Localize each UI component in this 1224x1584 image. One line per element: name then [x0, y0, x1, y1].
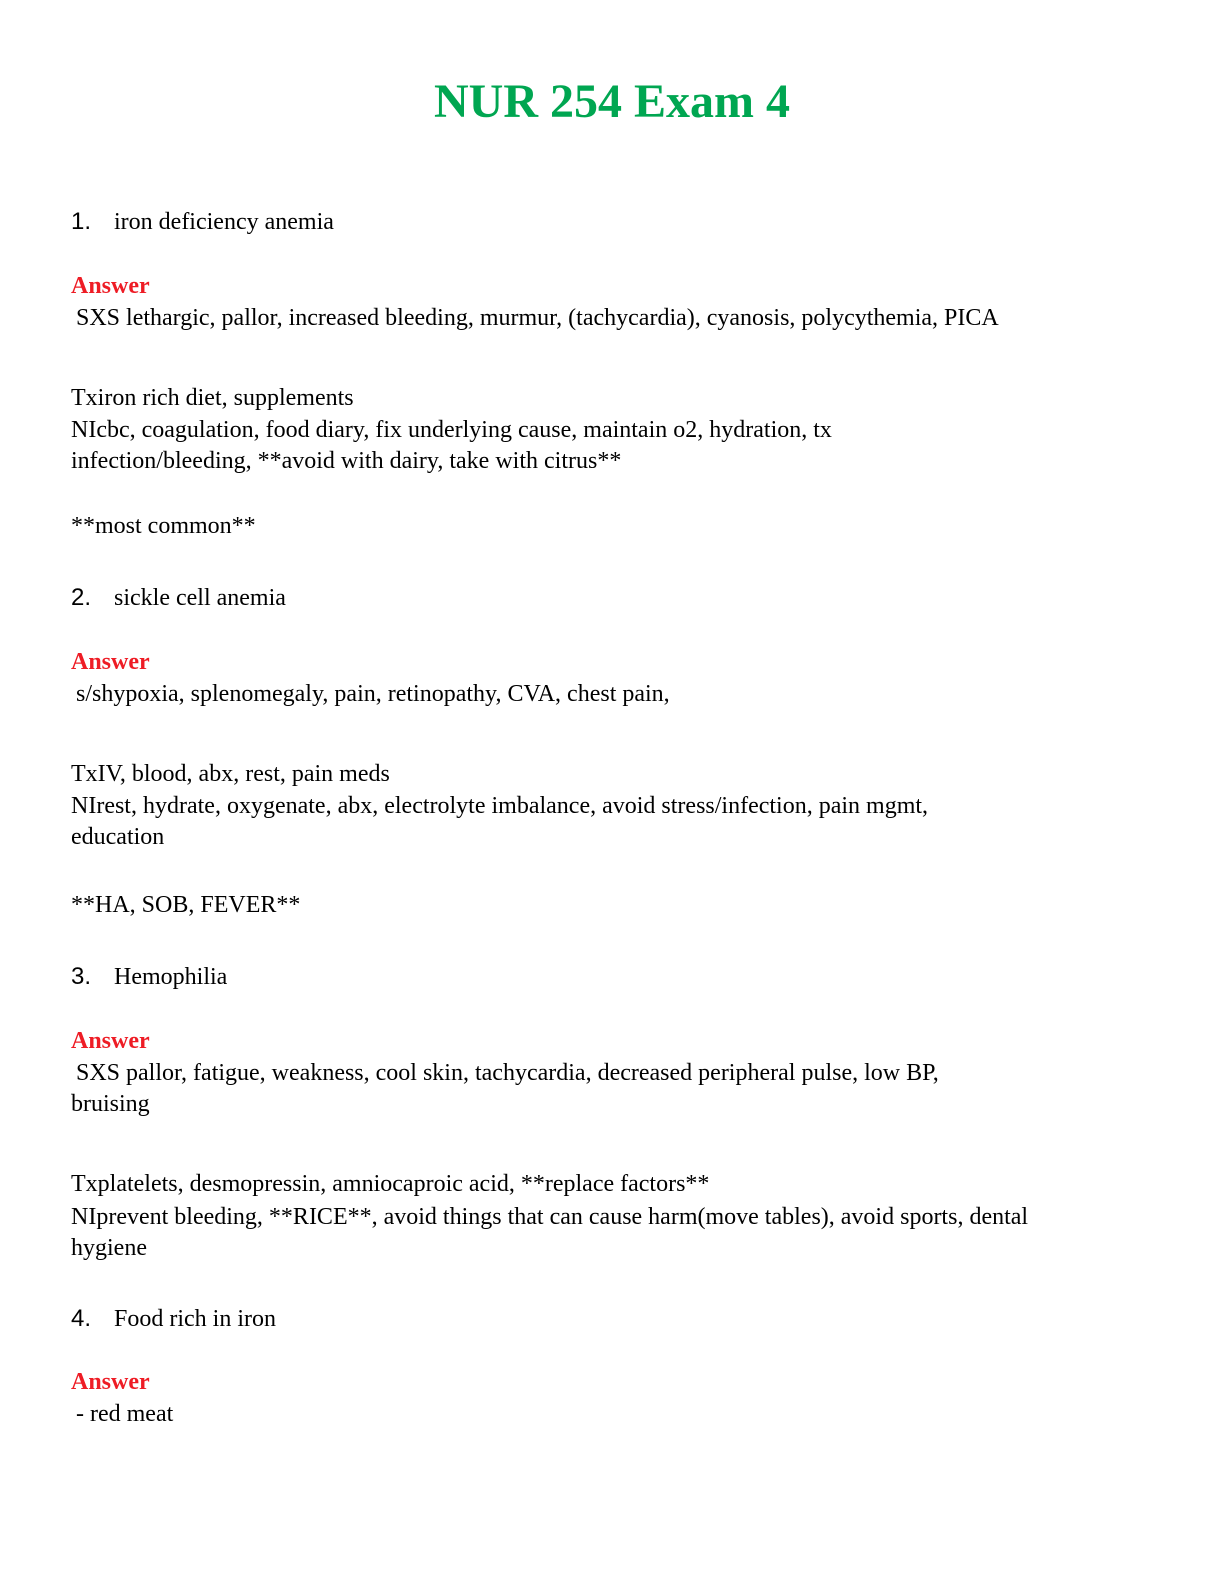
question-4	[71, 1304, 276, 1334]
answer-line: bruising	[71, 1091, 150, 1117]
document-title: NUR 254 Exam 4	[434, 75, 790, 128]
question-prompt: Food rich in iron	[114, 1306, 276, 1332]
answer-line: s/shypoxia, splenomegaly, pain, retinopathy, CVA, chest pain,	[76, 681, 670, 707]
answer-label: Answer	[71, 649, 150, 675]
answer-line: - red meat	[76, 1401, 174, 1427]
question-3	[71, 962, 227, 992]
answer-line: hygiene	[71, 1235, 147, 1261]
answer-label: Answer	[71, 273, 150, 299]
question-1	[71, 207, 334, 237]
answer-line: **HA, SOB, FEVER**	[71, 892, 301, 918]
question-number: 3.	[71, 963, 92, 990]
answer-line: SXS pallor, fatigue, weakness, cool skin, tachycardia, decreased peripheral pulse, low BP,	[76, 1060, 939, 1086]
question-number: 1.	[71, 208, 92, 235]
question-prompt: sickle cell anemia	[114, 585, 286, 611]
answer-line: **most common**	[71, 513, 256, 539]
answer-label: Answer	[71, 1028, 150, 1054]
answer-line: NIcbc, coagulation, food diary, fix underlying cause, maintain o2, hydration, tx	[71, 417, 832, 443]
answer-line: NIrest, hydrate, oxygenate, abx, electrolyte imbalance, avoid stress/infection, pain mgmt,	[71, 793, 929, 819]
answer-line: education	[71, 824, 165, 850]
question-number: 2.	[71, 584, 92, 611]
answer-line: TxIV, blood, abx, rest, pain meds	[71, 761, 390, 787]
answer-label: Answer	[71, 1369, 150, 1395]
answer-line: SXS lethargic, pallor, increased bleeding, murmur, (tachycardia), cyanosis, polycythemia, PICA	[76, 305, 999, 331]
question-2	[71, 583, 286, 613]
question-prompt: Hemophilia	[114, 964, 228, 990]
answer-line: NIprevent bleeding, **RICE**, avoid things that can cause harm(move tables), avoid sports, dental	[71, 1204, 1029, 1230]
answer-line: infection/bleeding, **avoid with dairy, take with citrus**	[71, 448, 622, 474]
question-number: 4.	[71, 1305, 92, 1332]
answer-line: Txplatelets, desmopressin, amniocaproic acid, **replace factors**	[71, 1171, 710, 1197]
question-prompt: iron deficiency anemia	[114, 209, 334, 235]
answer-line: Txiron rich diet, supplements	[71, 385, 354, 411]
